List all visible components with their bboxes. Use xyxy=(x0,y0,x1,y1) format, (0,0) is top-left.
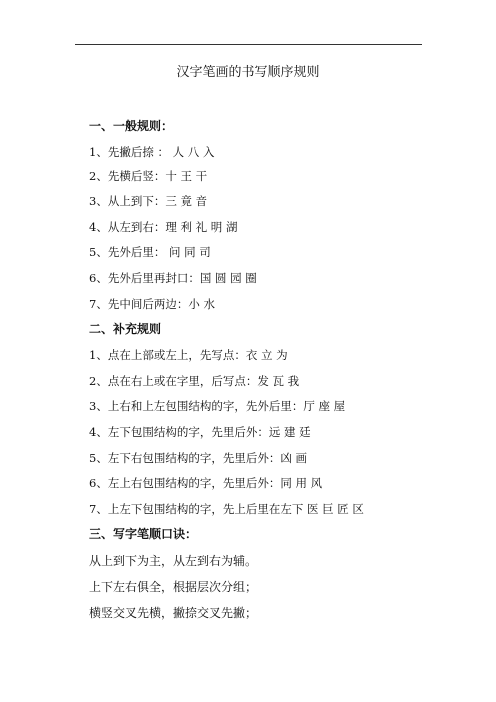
section2-item-7: 7、上左下包围结构的字，先上后里在左下 医 巨 匠 区 xyxy=(89,502,364,516)
verse-line-2: 上下左右俱全，根据层次分组； xyxy=(89,580,258,594)
section1-item-2: 2、先横后竖：十 王 干 xyxy=(89,169,208,183)
header-rule xyxy=(75,44,422,45)
section2-item-1: 1、点在上部或左上，先写点：衣 立 为 xyxy=(89,348,288,362)
document-title: 汉字笔画的书写顺序规则 xyxy=(176,65,320,80)
section1-heading: 一、一般规则： xyxy=(89,119,174,133)
section1-item-6: 6、先外后里再封口：国 圆 园 圈 xyxy=(89,271,257,285)
section1-item-5: 5、先外后里： 问 同 司 xyxy=(89,245,211,259)
section2-item-5: 5、左下右包围结构的字，先里后外：凶 画 xyxy=(89,451,307,465)
section1-item-3: 3、从上到下：三 竟 音 xyxy=(89,194,208,208)
section2-item-3: 3、上右和上左包围结构的字，先外后里：厅 座 屋 xyxy=(89,399,346,413)
section2-item-2: 2、点在右上或在字里，后写点：发 瓦 我 xyxy=(89,374,300,388)
verse-line-3: 横竖交叉先横，撇捺交叉先撇； xyxy=(89,606,258,620)
section1-item-7: 7、先中间后两边：小 水 xyxy=(89,297,215,311)
section3-heading: 三、写字笔顺口诀： xyxy=(89,527,198,541)
section2-heading: 二、补充规则 xyxy=(89,322,162,336)
verse-line-1: 从上到下为主，从左到右为辅。 xyxy=(89,554,258,568)
section1-item-4: 4、从左到右：理 利 礼 明 湖 xyxy=(89,220,238,234)
section2-item-4: 4、左下包围结构的字，先里后外：远 建 廷 xyxy=(89,425,311,439)
section2-item-6: 6、左上右包围结构的字，先里后外：同 用 风 xyxy=(89,476,323,490)
section1-item-1: 1、先撇后捺 ： 人 八 入 xyxy=(89,145,215,159)
